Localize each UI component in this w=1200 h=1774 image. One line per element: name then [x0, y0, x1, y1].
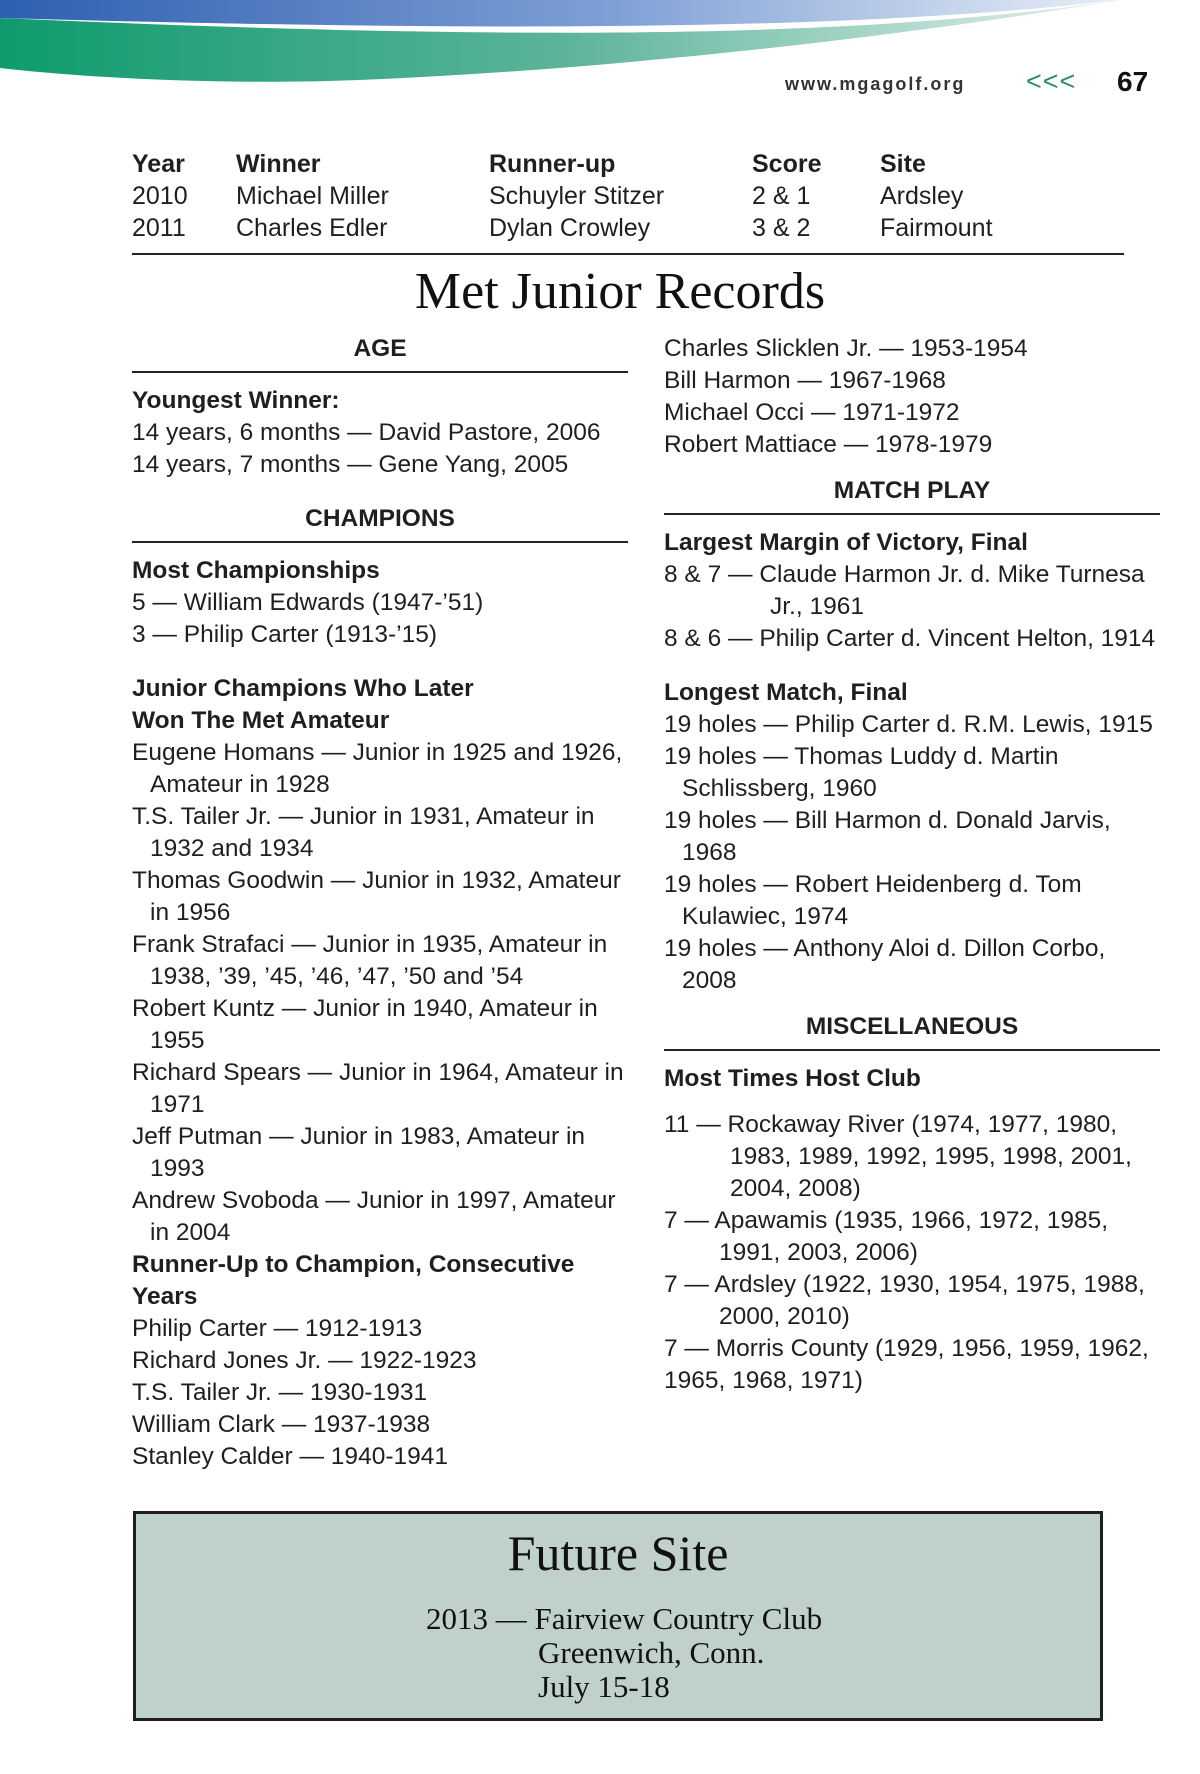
list-item: 3 — Philip Carter (1913-’15) [132, 621, 438, 648]
table-cell: Schuyler Stitzer [489, 182, 665, 210]
records-left-column [132, 333, 628, 1473]
header-banner [0, 0, 1200, 90]
list-item: 7 — Morris County (1929, 1956, 1959, 1962, 1965, 1968, 1971) [664, 1335, 1149, 1394]
list-item: 19 holes — Robert Heidenberg d. Tom Kulawiec, 1974 [664, 871, 1082, 930]
subheading-youngest-winner: Youngest Winner: [132, 387, 340, 414]
list-item: 8 & 7 — Claude Harmon Jr. d. Mike Turnesa Jr., 1961 [664, 561, 1145, 620]
list-item: Thomas Goodwin — Junior in 1932, Amateur in 1956 [132, 867, 621, 926]
future-site-details [426, 1602, 822, 1704]
list-item: Eugene Homans — Junior in 1925 and 1926, Amateur in 1928 [132, 739, 623, 798]
list-item: Robert Mattiace — 1978-1979 [664, 431, 993, 458]
table-row [132, 212, 1122, 244]
list-item: Richard Spears — Junior in 1964, Amateur in 1971 [132, 1059, 624, 1118]
table-cell: 3 & 2 [752, 214, 811, 242]
list-item: T.S. Tailer Jr. — 1930-1931 [132, 1379, 428, 1406]
subheading-host-club: Most Times Host Club [664, 1065, 921, 1092]
subheading-later-amateur: Junior Champions Who Later [132, 675, 474, 702]
subheading-longest-match: Longest Match, Final [664, 679, 908, 706]
column-header: Winner [236, 150, 321, 178]
table-header-row [132, 148, 1122, 180]
chevron-left-icon: <<< [1026, 66, 1077, 96]
future-site-dates: July 15-18 [538, 1669, 670, 1704]
list-item: 8 & 6 — Philip Carter d. Vincent Helton, 1914 [664, 625, 1156, 652]
list-item: Richard Jones Jr. — 1922-1923 [132, 1347, 477, 1374]
list-item: Robert Kuntz — Junior in 1940, Amateur in 1955 [132, 995, 598, 1054]
subheading-largest-margin: Largest Margin of Victory, Final [664, 529, 1028, 556]
list-item: 11 — Rockaway River (1974, 1977, 1980, 1983, 1989, 1992, 1995, 1998, 2001, 2004, 2008) [664, 1111, 1132, 1202]
subheading-runner-up: Runner-Up to Champion, Consecutive Years [132, 1251, 575, 1310]
list-item: 19 holes — Anthony Aloi d. Dillon Corbo, 2008 [664, 935, 1106, 994]
future-site-location: Greenwich, Conn. [538, 1635, 765, 1670]
divider [132, 253, 1124, 255]
list-item: Jeff Putman — Junior in 1983, Amateur in 1993 [132, 1123, 586, 1182]
column-header: Score [752, 150, 822, 178]
column-header: Runner-up [489, 150, 616, 178]
list-item: Bill Harmon — 1967-1968 [664, 367, 946, 394]
table-cell: Dylan Crowley [489, 214, 651, 242]
list-item: Michael Occi — 1971-1972 [664, 399, 960, 426]
list-item: 5 — William Edwards (1947-’51) [132, 589, 484, 616]
list-item: 7 — Ardsley (1922, 1930, 1954, 1975, 1988, 2000, 2010) [664, 1271, 1145, 1330]
list-item: Stanley Calder — 1940-1941 [132, 1443, 448, 1470]
list-item: Frank Strafaci — Junior in 1935, Amateur in 1938, ’39, ’45, ’46, ’47, ’50 and ’54 [132, 931, 608, 990]
list-item: 14 years, 7 months — Gene Yang, 2005 [132, 451, 569, 478]
list-item: 7 — Apawamis (1935, 1966, 1972, 1985, 1991, 2003, 2006) [664, 1207, 1109, 1266]
subheading-later-amateur-2: Won The Met Amateur [132, 707, 390, 734]
subheading-most-championships: Most Championships [132, 557, 380, 584]
table-cell: 2 & 1 [752, 182, 811, 210]
column-header: Site [880, 150, 926, 178]
results-table [132, 148, 1122, 244]
table-cell: Ardsley [880, 182, 964, 210]
list-item: 19 holes — Thomas Luddy d. Martin Schlissberg, 1960 [664, 743, 1059, 802]
page-number: 67 [1117, 66, 1149, 97]
table-cell: 2010 [132, 182, 188, 210]
table-cell: Fairmount [880, 214, 993, 242]
future-site-title: Future Site [507, 1525, 729, 1581]
section-heading-miscellaneous: MISCELLANEOUS [664, 1011, 1160, 1051]
site-url[interactable]: www.mgagolf.org [785, 74, 966, 94]
table-cell: Charles Edler [236, 214, 388, 242]
table-cell: 2011 [132, 214, 186, 242]
section-heading-champions: CHAMPIONS [132, 503, 628, 543]
list-item: Andrew Svoboda — Junior in 1997, Amateur in 2004 [132, 1187, 616, 1246]
section-heading-match-play: MATCH PLAY [664, 475, 1160, 515]
list-item: 19 holes — Philip Carter d. R.M. Lewis, 1915 [664, 711, 1153, 738]
future-site-box [133, 1511, 1103, 1721]
future-site-club: 2013 — Fairview Country Club [426, 1601, 823, 1636]
page-title: Met Junior Records [414, 263, 826, 320]
column-header: Year [132, 150, 185, 178]
section-heading-age: AGE [132, 333, 628, 373]
list-item: 14 years, 6 months — David Pastore, 2006 [132, 419, 601, 446]
list-item: William Clark — 1937-1938 [132, 1411, 431, 1438]
table-row [132, 180, 1122, 212]
table-cell: Michael Miller [236, 182, 389, 210]
list-item: 19 holes — Bill Harmon d. Donald Jarvis, 1968 [664, 807, 1111, 866]
list-item: Charles Slicklen Jr. — 1953-1954 [664, 335, 1028, 362]
list-item: T.S. Tailer Jr. — Junior in 1931, Amateur in 1932 and 1934 [132, 803, 595, 862]
list-item: Philip Carter — 1912-1913 [132, 1315, 423, 1342]
records-right-column [664, 333, 1160, 1397]
